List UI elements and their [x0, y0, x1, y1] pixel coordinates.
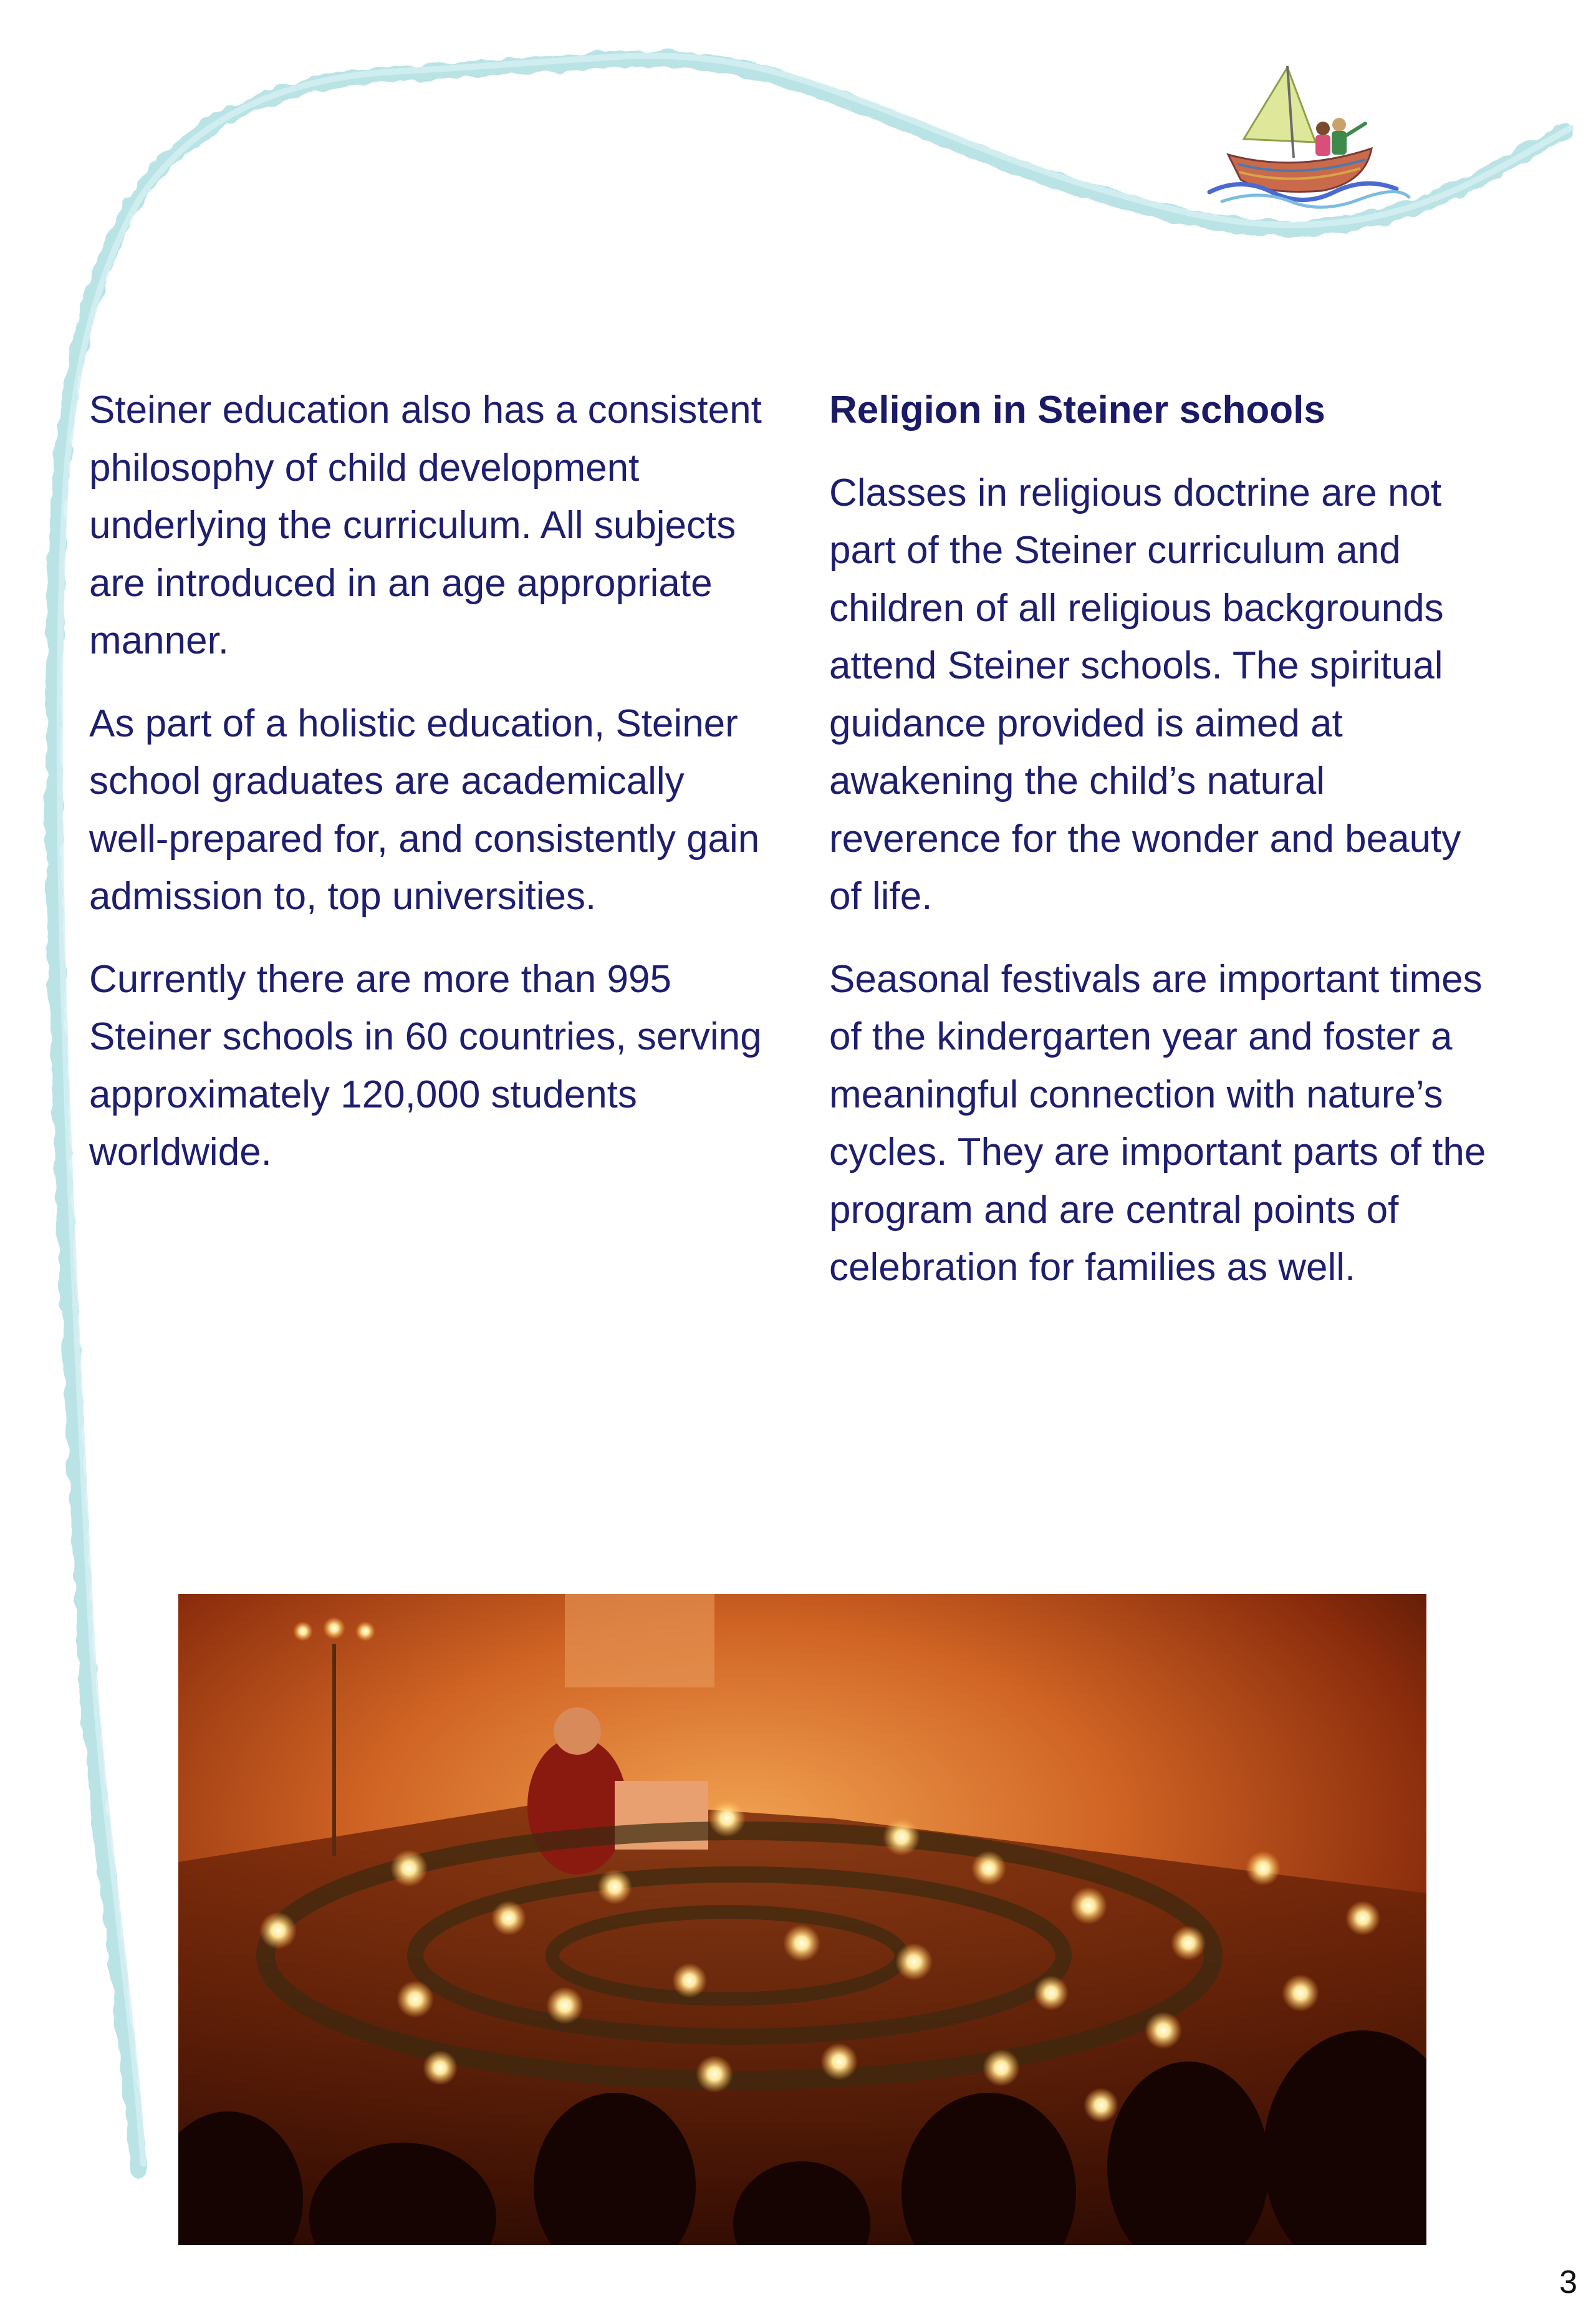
left-text-column	[89, 382, 762, 1207]
paragraph-seasonal-festivals: Seasonal festivals are important times of the kindergarten year and foster a meaningful connection with nature’s cycles. They are important parts of the program and are central points of celebration for families as well.	[829, 957, 1486, 1289]
paragraph-philosophy: Steiner education also has a consistent philosophy of child development underlying the curriculum. All subjects are introduced in an age appropriate manner.	[89, 388, 762, 662]
section-heading: Religion in Steiner schools	[829, 388, 1325, 432]
paragraph-religious-doctrine: Classes in religious doctrine are not part of the Steiner curriculum and children of all religious backgrounds attend Steiner schools. The spiritual guidance provided is aimed at awakening the child’s natural reverence for the wonder and beauty of life.	[829, 471, 1461, 918]
candle-spiral-photo	[178, 1594, 1426, 2245]
paragraph-school-statistics: Currently there are more than 995 Steiner schools in 60 countries, serving approximately 120,000 students worldwide.	[89, 957, 762, 1174]
page-number: 3	[1559, 2264, 1577, 2300]
boat-illustration-icon	[1185, 49, 1434, 211]
paragraph-holistic-education: As part of a holistic education, Steiner school graduates are academically well-prepared for, and consistently gain admission to, top universities.	[89, 702, 760, 918]
right-text-column	[829, 382, 1502, 1322]
